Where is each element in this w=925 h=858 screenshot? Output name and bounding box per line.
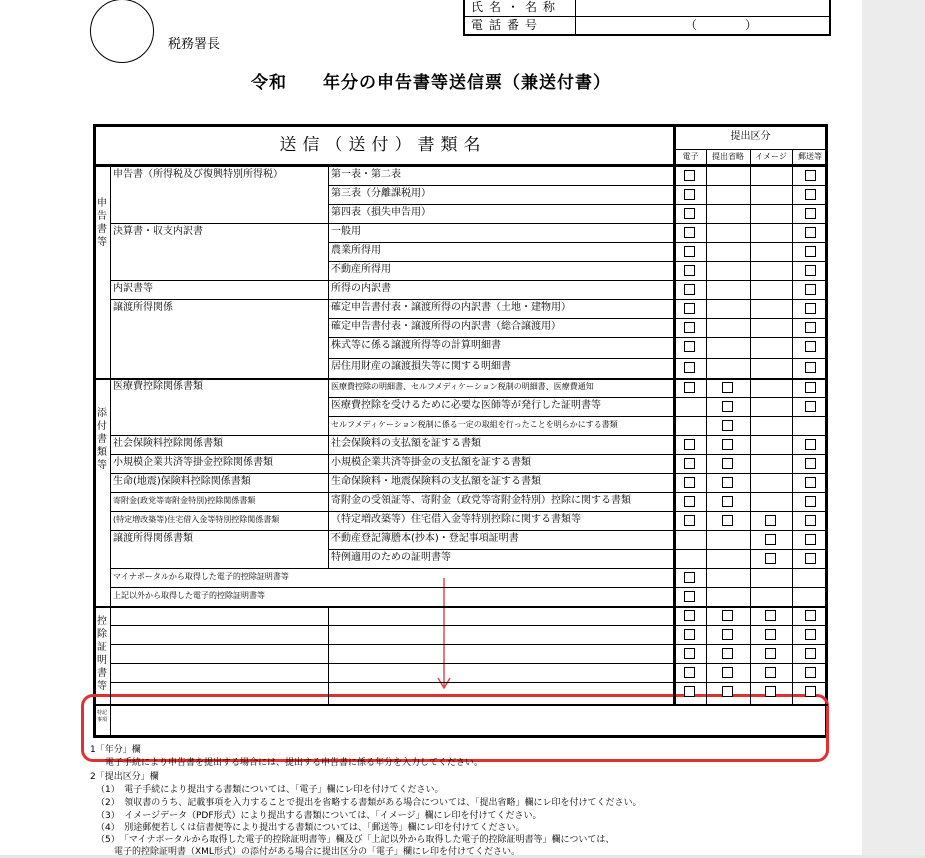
row-item: セルフメディケーション税制に係る一定の取組を行ったことを明らかにする書類: [331, 420, 618, 429]
scrollbar[interactable]: [862, 0, 925, 855]
checkbox[interactable]: [805, 610, 816, 621]
row-category: 決算書・収支内訳書: [113, 226, 203, 237]
checkbox[interactable]: [684, 303, 695, 314]
row-category: 上記以外から取得した電子的控除証明書等: [113, 591, 265, 600]
grid-line: [328, 530, 329, 549]
checkbox[interactable]: [684, 246, 695, 257]
checkbox[interactable]: [805, 477, 816, 488]
checkbox[interactable]: [805, 246, 816, 257]
row-category: 医療費控除関係書類: [113, 381, 203, 392]
row-category: 譲渡所得関係書類: [113, 533, 193, 544]
grid-line: [110, 704, 111, 735]
grid-line: [93, 606, 828, 608]
row-category: 譲渡所得関係: [113, 302, 173, 313]
checkbox[interactable]: [722, 439, 733, 450]
grid-line: [328, 166, 329, 185]
checkbox[interactable]: [684, 382, 695, 393]
grid-line: [328, 378, 329, 397]
grid-line: [328, 492, 329, 511]
checkbox[interactable]: [684, 496, 695, 507]
grid-line: [328, 358, 329, 378]
checkbox[interactable]: [805, 648, 816, 659]
grid-line: [328, 280, 329, 299]
checkbox[interactable]: [805, 629, 816, 640]
row-category: 生命(地震)保険料控除関係書類: [113, 476, 251, 487]
checkbox[interactable]: [722, 382, 733, 393]
grid-line: [328, 299, 329, 318]
checkbox[interactable]: [765, 515, 776, 526]
grid-line: [328, 511, 329, 530]
note-line: （1） 電子手続により提出する書類については、「電子」欄にレ印を付けてください。: [96, 785, 444, 795]
row-item: 不動産登記簿謄本(抄本)・登記事項証明書: [331, 533, 519, 544]
row-item: 小規模企業共済等掛金の支払額を証する書類: [331, 457, 531, 468]
row-category: マイナポータルから取得した電子的控除証明書等: [113, 572, 289, 581]
col-label-0: 電子: [682, 152, 699, 161]
checkbox[interactable]: [684, 284, 695, 295]
header-main: 送信（送付）書類名: [279, 136, 487, 154]
grid-line: [328, 223, 329, 242]
grid-line: [750, 150, 751, 704]
row-item: （特定増改築等）住宅借入金等特別控除に関する書類等: [331, 514, 581, 525]
checkbox[interactable]: [765, 667, 776, 678]
checkbox[interactable]: [684, 572, 695, 583]
row-item: 社会保険料の支払額を証する書類: [331, 438, 481, 449]
grid-line: [328, 435, 329, 454]
grid-line: [110, 164, 111, 704]
checkbox[interactable]: [684, 686, 695, 697]
row-item: 確定申告書付表・譲渡所得の内訳書（土地・建物用）: [331, 302, 571, 313]
row-category: 申告書（所得税及び復興特別所得税）: [113, 169, 283, 180]
checkbox[interactable]: [805, 496, 816, 507]
grid-line: [110, 682, 828, 683]
checkbox[interactable]: [765, 648, 776, 659]
row-category: 小規模企業共済等掛金控除関係書類: [113, 457, 273, 468]
stamp-label: 税務署長: [168, 37, 221, 52]
header-kubun: 提出区分: [730, 131, 771, 142]
row-item: 第三表（分離課税用）: [331, 188, 431, 199]
phone-label: 電話番号: [471, 18, 544, 32]
stamp-circle: [90, 0, 154, 63]
checkbox[interactable]: [805, 362, 816, 373]
grid-line: [328, 337, 329, 358]
grid-line: [93, 704, 828, 706]
checkbox[interactable]: [805, 515, 816, 526]
checkbox[interactable]: [805, 553, 816, 564]
grid-line: [328, 397, 329, 416]
checkbox[interactable]: [805, 667, 816, 678]
checkbox[interactable]: [684, 208, 695, 219]
checkbox[interactable]: [722, 496, 733, 507]
extra-label: 特記事項: [96, 710, 107, 723]
grid-line: [110, 625, 828, 626]
checkbox[interactable]: [805, 208, 816, 219]
col-label-1: 提出省略: [712, 152, 744, 161]
checkbox[interactable]: [722, 420, 733, 431]
group-label: 添付書類等: [97, 407, 107, 471]
checkbox[interactable]: [722, 629, 733, 640]
checkbox[interactable]: [765, 629, 776, 640]
checkbox[interactable]: [684, 170, 695, 181]
checkbox[interactable]: [805, 227, 816, 238]
col-label-3: 郵送等: [798, 152, 822, 161]
grid-line: [328, 606, 329, 704]
checkbox[interactable]: [765, 610, 776, 621]
row-category: 内訳書等: [113, 283, 153, 294]
checkbox[interactable]: [765, 686, 776, 697]
checkbox[interactable]: [805, 439, 816, 450]
grid-line: [328, 261, 329, 280]
row-category: (特定増改築等)住宅借入金等特別控除関係書類: [113, 515, 280, 524]
checkbox[interactable]: [805, 534, 816, 545]
row-category: 寄附金(政党等寄附金特別)控除関係書類: [113, 496, 256, 505]
checkbox[interactable]: [684, 667, 695, 678]
checkbox[interactable]: [805, 401, 816, 412]
note-line: （5） 「マイナポータルから取得した電子的控除証明書等」欄及び「上記以外から取得した電子的控除証明書等」欄については、: [96, 835, 615, 845]
row-item: 確定申告書付表・譲渡所得の内訳書（総合譲渡用）: [331, 321, 561, 332]
checkbox[interactable]: [684, 341, 695, 352]
page-title: 令和 年分の申告書等送信票（兼送付書）: [251, 73, 611, 93]
contact-box: [463, 0, 831, 36]
grid-line: [328, 454, 329, 473]
grid-line: [328, 416, 329, 435]
grid-line: [110, 644, 828, 645]
checkbox[interactable]: [805, 686, 816, 697]
note-line: 電子的控除証明書（XML形式）の添付がある場合に提出区分の「電子」欄にレ印を付けてください。: [96, 847, 520, 857]
checkbox[interactable]: [684, 629, 695, 640]
checkbox[interactable]: [722, 686, 733, 697]
checkbox[interactable]: [684, 515, 695, 526]
checkbox[interactable]: [765, 534, 776, 545]
checkbox[interactable]: [722, 610, 733, 621]
note-line: （2） 領収書のうち、記載事項を入力することで提出を省略する書類がある場合については、「提出省略」欄にレ印を付けてください。: [96, 798, 642, 808]
group-label: 申告書等: [97, 198, 107, 248]
note-line: 電子手続により申告書を提出する場合には、提出する申告書に係る年分を入力してください。: [96, 758, 484, 768]
row-item: 寄附金の受領証等、寄附金（政党等寄附金特別）控除に関する書類: [331, 495, 631, 506]
row-item: 不動産所得用: [331, 264, 391, 275]
row-category: 社会保険料控除関係書類: [113, 438, 223, 449]
checkbox[interactable]: [805, 322, 816, 333]
row-item: 農業所得用: [331, 245, 381, 256]
row-item: 第一表・第二表: [331, 169, 401, 180]
grid-line: [328, 204, 329, 223]
checkbox[interactable]: [684, 189, 695, 200]
checkbox[interactable]: [722, 648, 733, 659]
checkbox[interactable]: [722, 458, 733, 469]
grid-line: [673, 124, 676, 704]
row-item: 株式等に係る譲渡所得等の計算明細書: [331, 340, 501, 351]
checkbox[interactable]: [684, 439, 695, 450]
grid-line: [706, 150, 707, 704]
checkbox[interactable]: [765, 553, 776, 564]
checkbox[interactable]: [722, 515, 733, 526]
note-line: 2「提出区分」欄: [90, 772, 159, 782]
checkbox[interactable]: [722, 401, 733, 412]
row-item: 生命保険料・地震保険料の支払額を証する書類: [331, 476, 541, 487]
row-item: 医療費控除を受けるために必要な医師等が発行した証明書等: [331, 400, 601, 411]
checkbox[interactable]: [684, 265, 695, 276]
checkbox[interactable]: [805, 382, 816, 393]
grid-line: [328, 473, 329, 492]
row-item: 第四表（損失申告用）: [331, 207, 431, 218]
grid-line: [792, 150, 793, 704]
note-line: （3） イメージデータ（PDF形式）により提出する書類については、「イメージ」欄にレ印を付けてください。: [96, 811, 542, 821]
row-item: 特例適用のための証明書等: [331, 552, 451, 563]
grid-line: [110, 663, 828, 664]
checkbox[interactable]: [805, 284, 816, 295]
row-item: 医療費控除の明細書、セルフメディケーション税制の明細書、医療費通知: [331, 382, 594, 391]
checkbox[interactable]: [805, 265, 816, 276]
grid-line: [328, 549, 329, 568]
phone-paren: （ ）: [685, 18, 758, 32]
checkbox[interactable]: [722, 477, 733, 488]
col-label-2: イメージ: [755, 152, 787, 161]
row-item: 一般用: [331, 226, 361, 237]
checkbox[interactable]: [684, 648, 695, 659]
checkbox[interactable]: [805, 170, 816, 181]
checkbox[interactable]: [805, 341, 816, 352]
checkbox[interactable]: [684, 362, 695, 373]
row-item: 所得の内訳書: [331, 283, 391, 294]
checkbox[interactable]: [684, 227, 695, 238]
grid-line: [328, 318, 329, 337]
checkbox[interactable]: [805, 303, 816, 314]
name-label: 氏名・名称: [471, 0, 562, 14]
checkbox[interactable]: [684, 477, 695, 488]
note-line: （4） 別途郵便若しくは信書便等により提出する書類については、「郵送等」欄にレ印を付けてください。: [96, 823, 525, 833]
checkbox[interactable]: [805, 458, 816, 469]
checkbox[interactable]: [684, 458, 695, 469]
group-label: 控除証明書等: [97, 616, 107, 692]
checkbox[interactable]: [805, 189, 816, 200]
checkbox[interactable]: [684, 610, 695, 621]
checkbox[interactable]: [722, 667, 733, 678]
row-item: 居住用財産の譲渡損失等に関する明細書: [331, 361, 511, 372]
grid-line: [328, 242, 329, 261]
checkbox[interactable]: [684, 322, 695, 333]
checkbox[interactable]: [684, 591, 695, 602]
grid-line: [328, 185, 329, 204]
note-line: 1「年分」欄: [90, 745, 141, 755]
